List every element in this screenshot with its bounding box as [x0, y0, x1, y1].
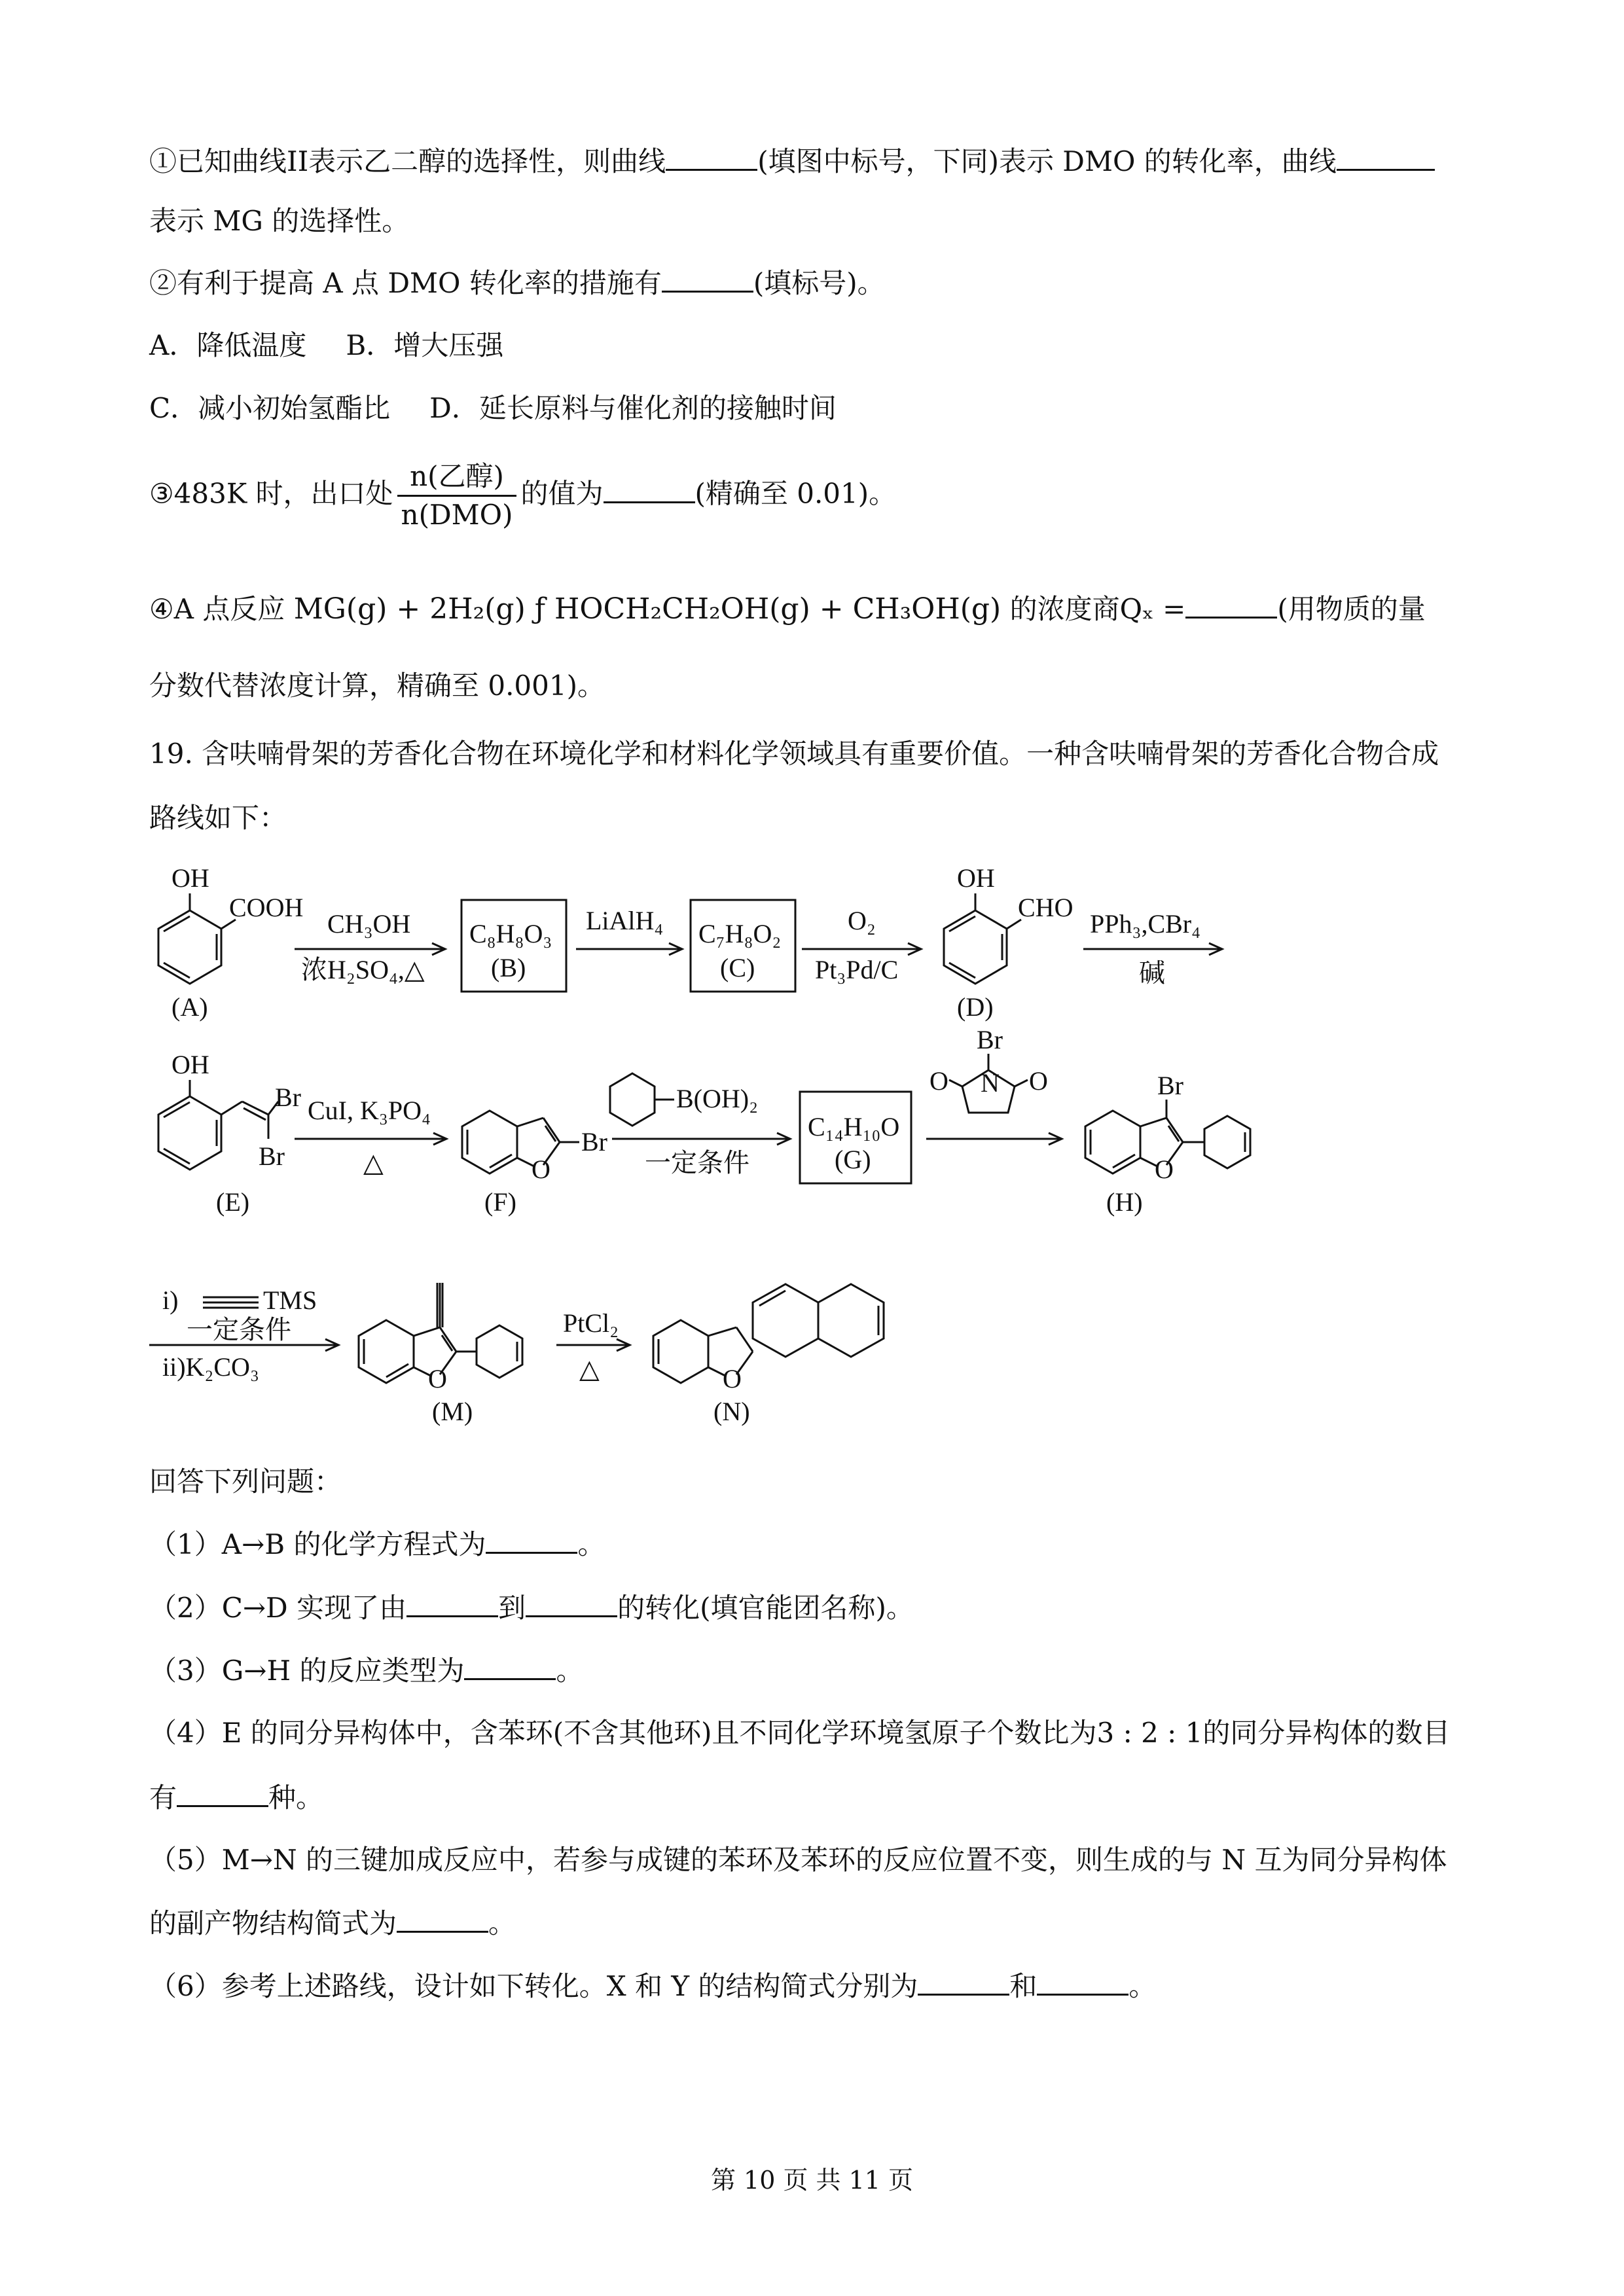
answer-blank[interactable] [406, 1589, 498, 1617]
answer-blank[interactable] [464, 1652, 556, 1680]
sub3-text-b: 。 [556, 1655, 584, 1687]
f-br-label: Br [581, 1127, 607, 1157]
q19-sub4-line2 [149, 1779, 323, 1816]
sub2-text-c: 的转化(填官能团名称)。 [617, 1592, 914, 1624]
b-formula: C₈H₈O₃ [469, 919, 552, 948]
q19-sub2 [149, 1589, 914, 1626]
arrow6-top: B(OH)₂ [676, 1084, 759, 1113]
fraction-denominator: n(DMO) [401, 499, 513, 531]
a-oh-label: OH [171, 863, 209, 893]
answer-blank[interactable] [486, 1526, 577, 1554]
q19-sub5-line2 [149, 1905, 516, 1942]
f-compound-label: (F) [484, 1187, 516, 1217]
q19-sub5-line1 [149, 1842, 1447, 1878]
arrow8-mid: 一定条件 [187, 1315, 291, 1344]
option-b: B．增大压强 [346, 329, 504, 361]
e-compound-label: (E) [216, 1187, 250, 1217]
n-compound-label: (N) [713, 1397, 750, 1426]
compound-f-structure [462, 1111, 579, 1174]
a-cooh-label: COOH [229, 893, 304, 922]
arrow2-top: LiAlH₄ [586, 906, 664, 935]
answer-blank[interactable] [397, 1905, 488, 1933]
arrow3-top: O₂ [848, 906, 876, 935]
c-label: (C) [720, 953, 755, 982]
sub6-text-c: 。 [1128, 1970, 1157, 2002]
m-compound-label: (M) [432, 1397, 473, 1426]
arrow9-bottom: △ [579, 1354, 600, 1384]
q18-p4-text-a: ④A 点反应 [149, 593, 285, 625]
q18-p4-text-d: 分数代替浓度计算，精确至 0.001)。 [149, 670, 605, 702]
sub4-text-b: 有 [149, 1782, 177, 1814]
sub6-text-a: （6）参考上述路线，设计如下转化。X 和 Y 的结构简式分别为 [149, 1970, 918, 2002]
sub5-text-b: 的副产物结构简式为 [149, 1907, 397, 1939]
q19-answer-prompt [149, 1463, 342, 1500]
n-o-label: O [723, 1364, 742, 1393]
q19-sub3 [149, 1652, 583, 1689]
nbs-n-label: N [981, 1068, 1000, 1098]
phenyl-boronic-ring [610, 1073, 674, 1126]
h-o-label: O [1155, 1155, 1174, 1184]
nbs-br-label: Br [977, 1025, 1003, 1054]
arrow5-top: CuI, K₃PO₄ [308, 1096, 431, 1125]
q19-sub4-line1 [149, 1715, 1450, 1751]
sub6-text-b: 和 [1009, 1970, 1038, 2002]
q18-p1-text-c: 表示 MG 的选择性。 [149, 205, 410, 237]
h-compound-label: (H) [1106, 1187, 1143, 1217]
q18-p4-text-b: 的浓度商 [1009, 593, 1120, 625]
arrow6-bottom: 一定条件 [645, 1148, 749, 1177]
q18-p3-text-b: 的值为 [520, 477, 604, 510]
answer-blank[interactable] [918, 1967, 1009, 1996]
b-label: (B) [491, 953, 526, 982]
sub2-text-a: （2）C→D 实现了由 [149, 1592, 407, 1624]
arrow8-tms: TMS [263, 1285, 317, 1315]
option-d: D．延长原料与催化剂的接触时间 [429, 392, 837, 424]
sub1-text-a: （1）A→B 的化学方程式为 [149, 1528, 486, 1560]
q18-p1-text-a: ①已知曲线II表示乙二醇的选择性，则曲线 [149, 145, 666, 177]
sub5-text-a: （5）M→N 的三键加成反应中，若参与成键的苯环及苯环的反应位置不变，则生成的与 N 互为同分异构体 [149, 1844, 1447, 1876]
nbs-o1-label: O [929, 1066, 948, 1096]
fraction-numerator: n(乙醇) [397, 458, 517, 497]
e-br2-label: Br [259, 1141, 285, 1171]
q18-p3-text-c: (精确至 0.01)。 [695, 477, 897, 510]
c-formula: C₇H₈O₂ [698, 919, 782, 948]
q19-intro-text-2: 路线如下： [149, 802, 287, 834]
sub3-text-a: （3）G→H 的反应类型为 [149, 1655, 465, 1687]
arrow8-step1: i) [162, 1285, 179, 1315]
compound-n-structure [653, 1284, 884, 1383]
q18-p4-text-c: (用物质的量 [1277, 593, 1426, 625]
e-br1-label: Br [275, 1083, 301, 1112]
sub4-text-c: 种。 [268, 1782, 324, 1814]
arrow5-bottom: △ [363, 1148, 384, 1177]
arrow1-bottom: 浓H₂SO₄,△ [301, 955, 425, 984]
arrow1-top: CH₃OH [327, 909, 411, 939]
arrow9-top: PtCl₂ [563, 1308, 619, 1338]
sub5-text-c: 。 [488, 1907, 516, 1939]
compound-d-structure [944, 893, 1021, 984]
d-oh-label: OH [957, 863, 995, 893]
a-compound-label: (A) [171, 992, 208, 1022]
q19-sub6 [149, 1967, 1156, 2005]
m-o-label: O [428, 1364, 447, 1393]
g-label: (G) [835, 1145, 871, 1174]
reaction-equation: MG(g) + 2H₂(g) ƒ HOCH₂CH₂OH(g) + CH₃OH(g) [293, 592, 1001, 626]
arrow4-top: PPh₃,CBr₄ [1090, 909, 1201, 939]
h-br-label: Br [1157, 1071, 1183, 1100]
q18-p1-text-b: (填图中标号，下同)表示 DMO 的转化率，曲线 [757, 145, 1337, 177]
arrow8-step2: ii)K₂CO₃ [162, 1352, 259, 1382]
d-cho-label: CHO [1018, 893, 1074, 922]
page-footer: 第 10 页 共 11 页 [710, 2166, 914, 2195]
arrow3-bottom: Pt₃Pd/C [815, 955, 899, 984]
d-compound-label: (D) [957, 992, 994, 1022]
q18-p2-text: ②有利于提高 A 点 DMO 转化率的措施有 [149, 267, 662, 299]
answer-blank[interactable] [526, 1589, 617, 1617]
q19-intro-text: 19. 含呋喃骨架的芳香化合物在环境化学和材料化学领域具有重要价值。一种含呋喃骨架的芳香化合物合成 [149, 738, 1439, 770]
option-c: C．减小初始氢酯比 [149, 392, 391, 424]
answer-blank[interactable] [177, 1779, 268, 1807]
q19-sub1 [149, 1526, 605, 1563]
sub2-text-b: 到 [498, 1592, 526, 1624]
option-a: A．降低温度 [149, 329, 307, 361]
quotient-symbol: Qₓ = [1119, 593, 1186, 625]
arrow4-bottom: 碱 [1139, 958, 1165, 988]
q18-p2-tail: (填标号)。 [753, 267, 885, 299]
compound-a-structure [158, 893, 236, 984]
answer-prompt-text: 回答下列问题： [149, 1465, 342, 1498]
q18-p3-text-a: ③483K 时，出口处 [149, 477, 393, 510]
sub1-text-b: 。 [577, 1528, 605, 1560]
f-o-label: O [532, 1155, 550, 1184]
answer-blank[interactable] [1037, 1967, 1128, 1996]
e-oh-label: OH [171, 1050, 209, 1079]
sub4-text-a: （4）E 的同分异构体中，含苯环(不含其他环)且不同化学环境氢原子个数比为3 : 2 : 1的同分异构体的数目 [149, 1717, 1451, 1749]
alkyne-reagent-bond [203, 1297, 259, 1308]
nbs-o2-label: O [1029, 1066, 1048, 1096]
g-formula: C₁₄H₁₀O [808, 1112, 900, 1141]
